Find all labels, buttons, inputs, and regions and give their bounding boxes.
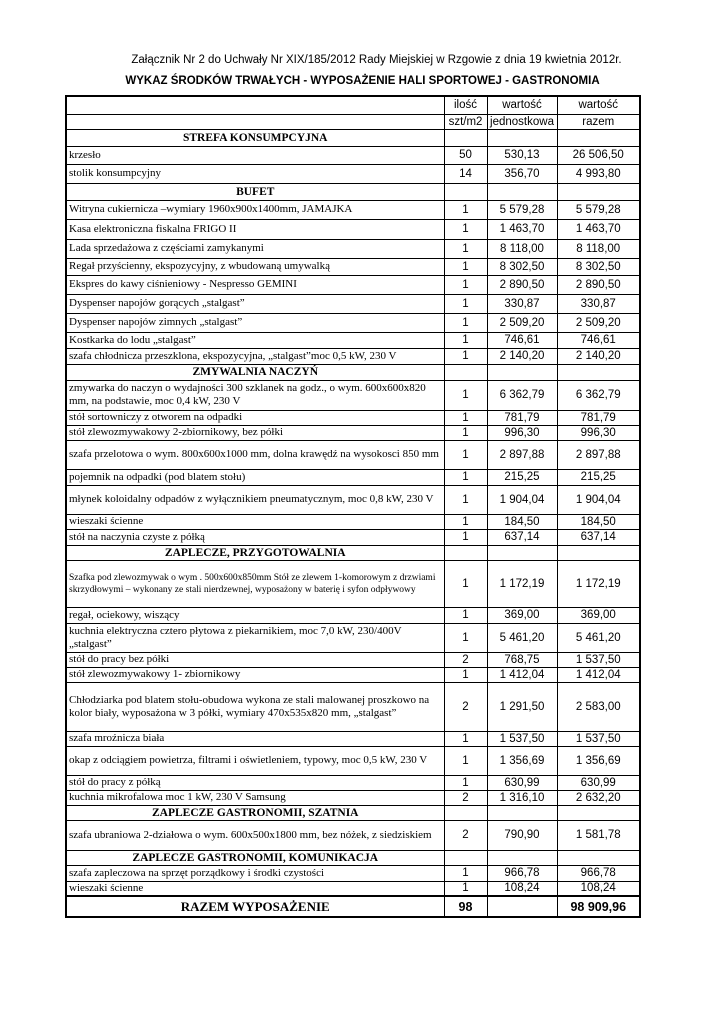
item-name: Chłodziarka pod blatem stołu-obudowa wykona ze stali malowanej proszkowo na kolor biały, wyposażona w 3 półki, wymiary 470x535x820 mm, „stalgast” [66, 682, 444, 731]
section-title: ZMYWALNIA NACZYŃ [66, 364, 444, 380]
item-qty: 1 [444, 623, 487, 652]
item-unit-value: 2 140,20 [487, 348, 557, 364]
header-row-bottom [66, 114, 640, 129]
item-qty: 1 [444, 485, 487, 514]
item-total-value: 630,99 [557, 775, 640, 790]
item-unit-value: 6 362,79 [487, 380, 557, 410]
item-total-value: 1 537,50 [557, 652, 640, 667]
item-qty: 1 [444, 380, 487, 410]
table-row [66, 682, 640, 731]
item-name: Szafka pod zlewozmywak o wym . 500x600x850mm Stół ze zlewem 1-komorowym z drzwiami skrzydłowymi – wykonany ze stali nierdzewnej, wyposażony w baterię i syfon odpływowy [66, 560, 444, 607]
section-row [66, 129, 640, 146]
item-total-value: 2 890,50 [557, 275, 640, 294]
table-row [66, 410, 640, 425]
table-row [66, 746, 640, 775]
item-total-value: 2 897,88 [557, 440, 640, 469]
item-qty: 1 [444, 294, 487, 313]
empty-cell [487, 364, 557, 380]
section-row [66, 183, 640, 200]
table-row [66, 469, 640, 485]
table-row [66, 775, 640, 790]
item-name: stół zlewozmywakowy 2-zbiornikowy, bez półki [66, 425, 444, 440]
item-qty: 2 [444, 790, 487, 805]
empty-cell [487, 850, 557, 865]
section-row [66, 364, 640, 380]
item-name: wieszaki ścienne [66, 881, 444, 896]
item-unit-value: 996,30 [487, 425, 557, 440]
empty-cell [557, 129, 640, 146]
item-unit-value: 1 356,69 [487, 746, 557, 775]
item-name: Lada sprzedażowa z częściami zamykanymi [66, 239, 444, 258]
empty-cell [557, 183, 640, 200]
table-row [66, 560, 640, 607]
item-total-value: 8 118,00 [557, 239, 640, 258]
item-qty: 1 [444, 219, 487, 239]
table-row [66, 380, 640, 410]
item-qty: 1 [444, 529, 487, 545]
table-row [66, 258, 640, 275]
item-qty: 1 [444, 258, 487, 275]
item-unit-value: 1 537,50 [487, 731, 557, 746]
item-qty: 2 [444, 682, 487, 731]
item-name: okap z odciągiem powietrza, filtrami i oświetleniem, typowy, moc 0,5 kW, 230 V [66, 746, 444, 775]
item-name: stolik konsumpcyjny [66, 164, 444, 183]
item-name: młynek koloidalny odpadów z wyłącznikiem pneumatycznym, moc 0,8 kW, 230 V [66, 485, 444, 514]
table-row [66, 239, 640, 258]
table-row [66, 348, 640, 364]
total-label: RAZEM WYPOSAŻENIE [66, 896, 444, 917]
item-qty: 1 [444, 313, 487, 332]
item-unit-value: 1 291,50 [487, 682, 557, 731]
item-name: stół do pracy bez półki [66, 652, 444, 667]
table-row [66, 146, 640, 164]
section-title: BUFET [66, 183, 444, 200]
item-unit-value: 530,13 [487, 146, 557, 164]
item-unit-value: 790,90 [487, 820, 557, 850]
table-row [66, 607, 640, 623]
total-row [66, 896, 640, 917]
table-row [66, 440, 640, 469]
item-qty: 1 [444, 469, 487, 485]
table-row [66, 485, 640, 514]
item-unit-value: 1 172,19 [487, 560, 557, 607]
table-row [66, 529, 640, 545]
section-title: STREFA KONSUMPCYJNA [66, 129, 444, 146]
item-total-value: 2 632,20 [557, 790, 640, 805]
item-unit-value: 215,25 [487, 469, 557, 485]
item-qty: 1 [444, 275, 487, 294]
item-unit-value: 1 316,10 [487, 790, 557, 805]
item-name: pojemnik na odpadki (pod blatem stołu) [66, 469, 444, 485]
empty-cell [557, 850, 640, 865]
empty-cell [557, 545, 640, 560]
empty-cell [444, 805, 487, 820]
item-total-value: 966,78 [557, 865, 640, 881]
empty-cell [444, 183, 487, 200]
item-qty: 1 [444, 775, 487, 790]
item-name: Dyspenser napojów gorących „stalgast” [66, 294, 444, 313]
header-qty-bottom: szt/m2 [444, 114, 487, 129]
item-name: Kostkarka do lodu „stalgast” [66, 332, 444, 348]
document-title: WYKAZ ŚRODKÓW TRWAŁYCH - WYPOSAŻENIE HALI SPORTOWEJ - GASTRONOMIA [125, 75, 600, 87]
item-unit-value: 5 461,20 [487, 623, 557, 652]
total-qty: 98 [444, 896, 487, 917]
empty-cell [444, 545, 487, 560]
table-row [66, 514, 640, 529]
header-unit-bottom: jednostkowa [487, 114, 557, 129]
empty-cell [487, 545, 557, 560]
item-total-value: 1 412,04 [557, 667, 640, 682]
item-unit-value: 1 904,04 [487, 485, 557, 514]
header-total-top: wartość [557, 96, 640, 114]
header-name-cell [66, 96, 444, 114]
item-total-value: 1 463,70 [557, 219, 640, 239]
section-title: ZAPLECZE GASTRONOMII, KOMUNIKACJA [66, 850, 444, 865]
item-name: stół zlewozmywakowy 1- zbiornikowy [66, 667, 444, 682]
item-qty: 1 [444, 881, 487, 896]
item-qty: 1 [444, 865, 487, 881]
item-qty: 1 [444, 667, 487, 682]
table-row [66, 294, 640, 313]
item-unit-value: 8 118,00 [487, 239, 557, 258]
item-total-value: 781,79 [557, 410, 640, 425]
item-qty: 1 [444, 239, 487, 258]
item-name: Regał przyścienny, ekspozycyjny, z wbudowaną umywalką [66, 258, 444, 275]
item-name: szafa zapleczowa na sprzęt porządkowy i środki czystości [66, 865, 444, 881]
table-row [66, 652, 640, 667]
item-unit-value: 5 579,28 [487, 200, 557, 219]
item-name: kuchnia mikrofalowa moc 1 kW, 230 V Samsung [66, 790, 444, 805]
item-total-value: 5 579,28 [557, 200, 640, 219]
section-title: ZAPLECZE GASTRONOMII, SZATNIA [66, 805, 444, 820]
item-total-value: 2 583,00 [557, 682, 640, 731]
item-name: szafa chłodnicza przeszklona, ekspozycyjna, „stalgast”moc 0,5 kW, 230 V [66, 348, 444, 364]
empty-cell [557, 805, 640, 820]
item-unit-value: 1 412,04 [487, 667, 557, 682]
header-total-bottom: razem [557, 114, 640, 129]
item-unit-value: 630,99 [487, 775, 557, 790]
item-name: szafa mroźnicza biała [66, 731, 444, 746]
item-total-value: 1 356,69 [557, 746, 640, 775]
header-name-cell [66, 114, 444, 129]
item-unit-value: 8 302,50 [487, 258, 557, 275]
item-name: kuchnia elektryczna cztero płytowa z piekarnikiem, moc 7,0 kW, 230/400V „stalgast” [66, 623, 444, 652]
item-unit-value: 356,70 [487, 164, 557, 183]
item-qty: 1 [444, 440, 487, 469]
item-total-value: 26 506,50 [557, 146, 640, 164]
item-total-value: 4 993,80 [557, 164, 640, 183]
annex-line: Załącznik Nr 2 do Uchwały Nr XIX/185/2012 Rady Miejskiej w Rzgowie z dnia 19 kwietnia 2012r. [131, 54, 622, 66]
item-total-value: 1 172,19 [557, 560, 640, 607]
item-unit-value: 637,14 [487, 529, 557, 545]
item-qty: 1 [444, 332, 487, 348]
empty-cell [487, 129, 557, 146]
table-row [66, 332, 640, 348]
item-unit-value: 2 897,88 [487, 440, 557, 469]
total-unit [487, 896, 557, 917]
item-qty: 1 [444, 425, 487, 440]
item-total-value: 1 581,78 [557, 820, 640, 850]
item-name: zmywarka do naczyn o wydajności 300 szklanek na godz., o wym. 600x600x820 mm, na podstawie, moc 0,4 kW, 230 V [66, 380, 444, 410]
table-row [66, 881, 640, 896]
item-total-value: 8 302,50 [557, 258, 640, 275]
item-total-value: 637,14 [557, 529, 640, 545]
item-name: szafa przelotowa o wym. 800x600x1000 mm, dolna krawędź na wysokosci 850 mm [66, 440, 444, 469]
item-name: szafa ubraniowa 2-działowa o wym. 600x500x1800 mm, bez nóżek, z siedziskiem [66, 820, 444, 850]
item-name: Dyspenser napojów zimnych „stalgast” [66, 313, 444, 332]
item-qty: 50 [444, 146, 487, 164]
item-total-value: 108,24 [557, 881, 640, 896]
item-name: regał, ociekowy, wiszący [66, 607, 444, 623]
empty-cell [444, 129, 487, 146]
section-row [66, 805, 640, 820]
item-unit-value: 781,79 [487, 410, 557, 425]
total-value: 98 909,96 [557, 896, 640, 917]
item-unit-value: 184,50 [487, 514, 557, 529]
item-total-value: 2 140,20 [557, 348, 640, 364]
table-row [66, 275, 640, 294]
item-qty: 14 [444, 164, 487, 183]
section-title: ZAPLECZE, PRZYGOTOWALNIA [66, 545, 444, 560]
item-name: stół sortowniczy z otworem na odpadki [66, 410, 444, 425]
item-name: Ekspres do kawy ciśnieniowy - Nespresso GEMINI [66, 275, 444, 294]
item-name: stół na naczynia czyste z półką [66, 529, 444, 545]
item-name: krzesło [66, 146, 444, 164]
table-row [66, 865, 640, 881]
item-unit-value: 330,87 [487, 294, 557, 313]
item-unit-value: 2 509,20 [487, 313, 557, 332]
header-unit-top: wartość [487, 96, 557, 114]
empty-cell [444, 850, 487, 865]
table-row [66, 820, 640, 850]
table-row [66, 731, 640, 746]
item-unit-value: 768,75 [487, 652, 557, 667]
item-unit-value: 2 890,50 [487, 275, 557, 294]
table-row [66, 790, 640, 805]
empty-cell [444, 364, 487, 380]
item-name: Kasa elektroniczna fiskalna FRIGO II [66, 219, 444, 239]
item-qty: 1 [444, 410, 487, 425]
table-row [66, 667, 640, 682]
item-total-value: 184,50 [557, 514, 640, 529]
item-qty: 1 [444, 746, 487, 775]
item-unit-value: 746,61 [487, 332, 557, 348]
empty-cell [487, 183, 557, 200]
item-total-value: 6 362,79 [557, 380, 640, 410]
item-total-value: 215,25 [557, 469, 640, 485]
item-total-value: 1 904,04 [557, 485, 640, 514]
section-row [66, 545, 640, 560]
item-qty: 1 [444, 731, 487, 746]
item-total-value: 5 461,20 [557, 623, 640, 652]
section-row [66, 850, 640, 865]
item-name: stół do pracy z półką [66, 775, 444, 790]
table-row [66, 200, 640, 219]
table-row [66, 313, 640, 332]
item-qty: 1 [444, 607, 487, 623]
item-total-value: 2 509,20 [557, 313, 640, 332]
header-row-top [66, 96, 640, 114]
item-unit-value: 1 463,70 [487, 219, 557, 239]
item-total-value: 330,87 [557, 294, 640, 313]
item-total-value: 996,30 [557, 425, 640, 440]
item-qty: 2 [444, 820, 487, 850]
item-qty: 2 [444, 652, 487, 667]
item-total-value: 369,00 [557, 607, 640, 623]
header-qty-top: ilość [444, 96, 487, 114]
item-total-value: 1 537,50 [557, 731, 640, 746]
item-name: wieszaki ścienne [66, 514, 444, 529]
empty-cell [557, 364, 640, 380]
inventory-table [65, 95, 641, 918]
empty-cell [487, 805, 557, 820]
table-row [66, 623, 640, 652]
table-body [66, 129, 640, 896]
table-row [66, 219, 640, 239]
item-unit-value: 966,78 [487, 865, 557, 881]
item-name: Witryna cukiernicza –wymiary 1960x900x1400mm, JAMAJKA [66, 200, 444, 219]
item-total-value: 746,61 [557, 332, 640, 348]
item-qty: 1 [444, 560, 487, 607]
item-qty: 1 [444, 348, 487, 364]
item-qty: 1 [444, 200, 487, 219]
table-row [66, 164, 640, 183]
table-row [66, 425, 640, 440]
item-unit-value: 369,00 [487, 607, 557, 623]
item-unit-value: 108,24 [487, 881, 557, 896]
item-qty: 1 [444, 514, 487, 529]
